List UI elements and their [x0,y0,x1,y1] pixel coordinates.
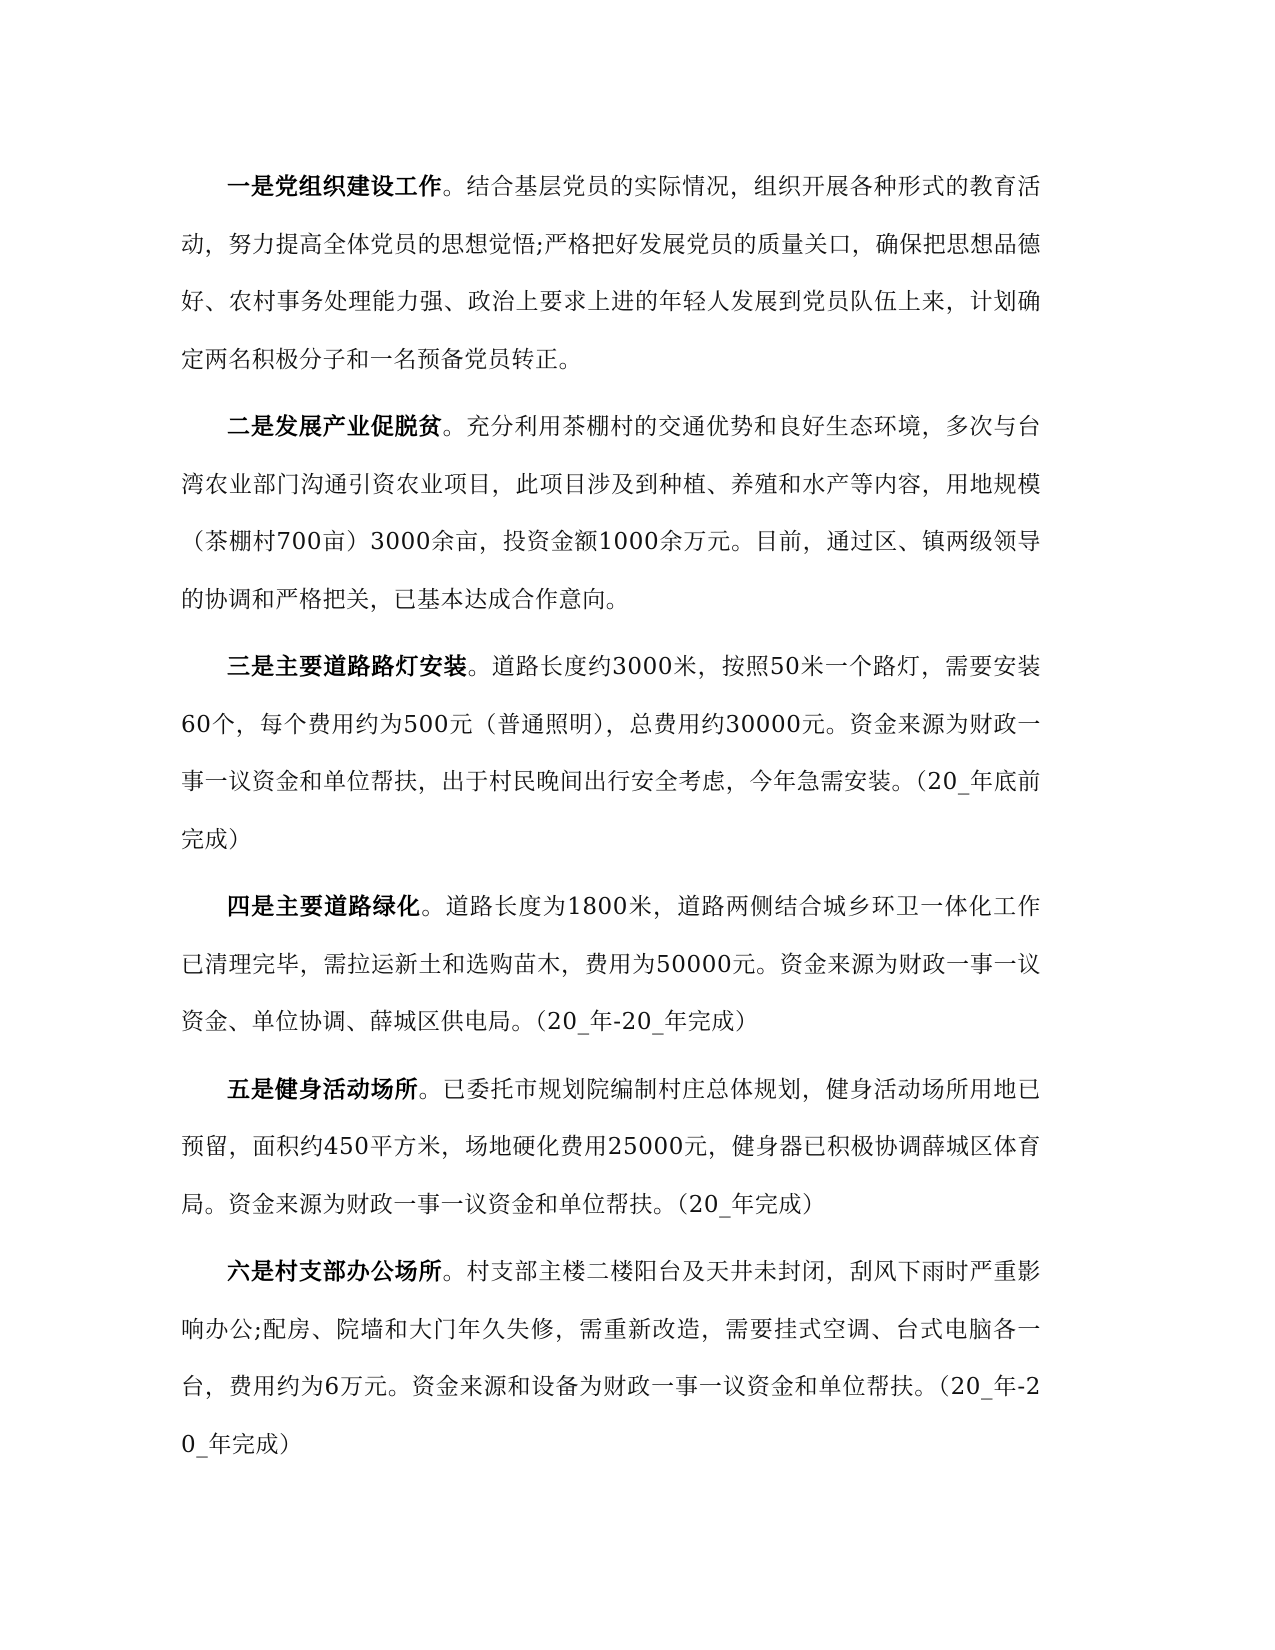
paragraph-heading: 四是主要道路绿化 [227,893,422,920]
paragraph-street-lights [181,638,1041,869]
document-body [181,158,1041,1483]
paragraph-text: 。村支部主楼二楼阳台及天井未封闭，刮风下雨时严重影响办公;配房、院墙和大门年久失修，需重新改造，需要挂式空调、台式电脑各一台，费用约为6万元。资金来源和设备为财政一事一议资金和单位帮扶。（20_年-20_年完成） [181,1259,1041,1458]
paragraph-industry-poverty [181,398,1041,629]
paragraph-text: 。道路长度为1800米，道路两侧结合城乡环卫一体化工作已清理完毕，需拉运新土和选购苗木，费用为50000元。资金来源为财政一事一议资金、单位协调、薛城区供电局。（20_年-20_年完成） [181,894,1041,1035]
paragraph-heading: 六是村支部办公场所 [227,1258,443,1285]
paragraph-text: 。道路长度约3000米，按照50米一个路灯，需要安装60个，每个费用约为500元（普通照明），总费用约30000元。资金来源为财政一事一议资金和单位帮扶，出于村民晚间出行安全考虑，今年急需安装。（20_年底前完成） [181,654,1042,853]
paragraph-party-organization [181,158,1041,389]
paragraph-heading: 五是健身活动场所 [227,1075,419,1103]
paragraph-heading: 三是主要道路路灯安装 [227,653,468,680]
paragraph-road-greening [181,878,1041,1052]
paragraph-text: 。结合基层党员的实际情况，组织开展各种形式的教育活动，努力提高全体党员的思想觉悟;严格把好发展党员的质量关口，确保把思想品德好、农村事务处理能力强、政治上要求上进的年轻人发展到党员队伍上来，计划确定两名积极分子和一名预备党员转正。 [181,174,1041,373]
paragraph-office-premises [181,1243,1041,1474]
paragraph-fitness-venue [181,1061,1041,1235]
paragraph-heading: 一是党组织建设工作 [227,173,443,200]
paragraph-heading: 二是发展产业促脱贫 [227,413,443,440]
paragraph-text: 。已委托市规划院编制村庄总体规划，健身活动场所用地已预留，面积约450平方米，场地硬化费用25000元，健身器已积极协调薛城区体育局。资金来源为财政一事一议资金和单位帮扶。（20_年完成） [181,1076,1041,1218]
paragraph-text: 。充分利用茶棚村的交通优势和良好生态环境，多次与台湾农业部门沟通引资农业项目，此项目涉及到种植、养殖和水产等内容，用地规模（茶棚村700亩）3000余亩，投资金额1000余万元。目前，通过区、镇两级领导的协调和严格把关，已基本达成合作意向。 [181,414,1041,613]
